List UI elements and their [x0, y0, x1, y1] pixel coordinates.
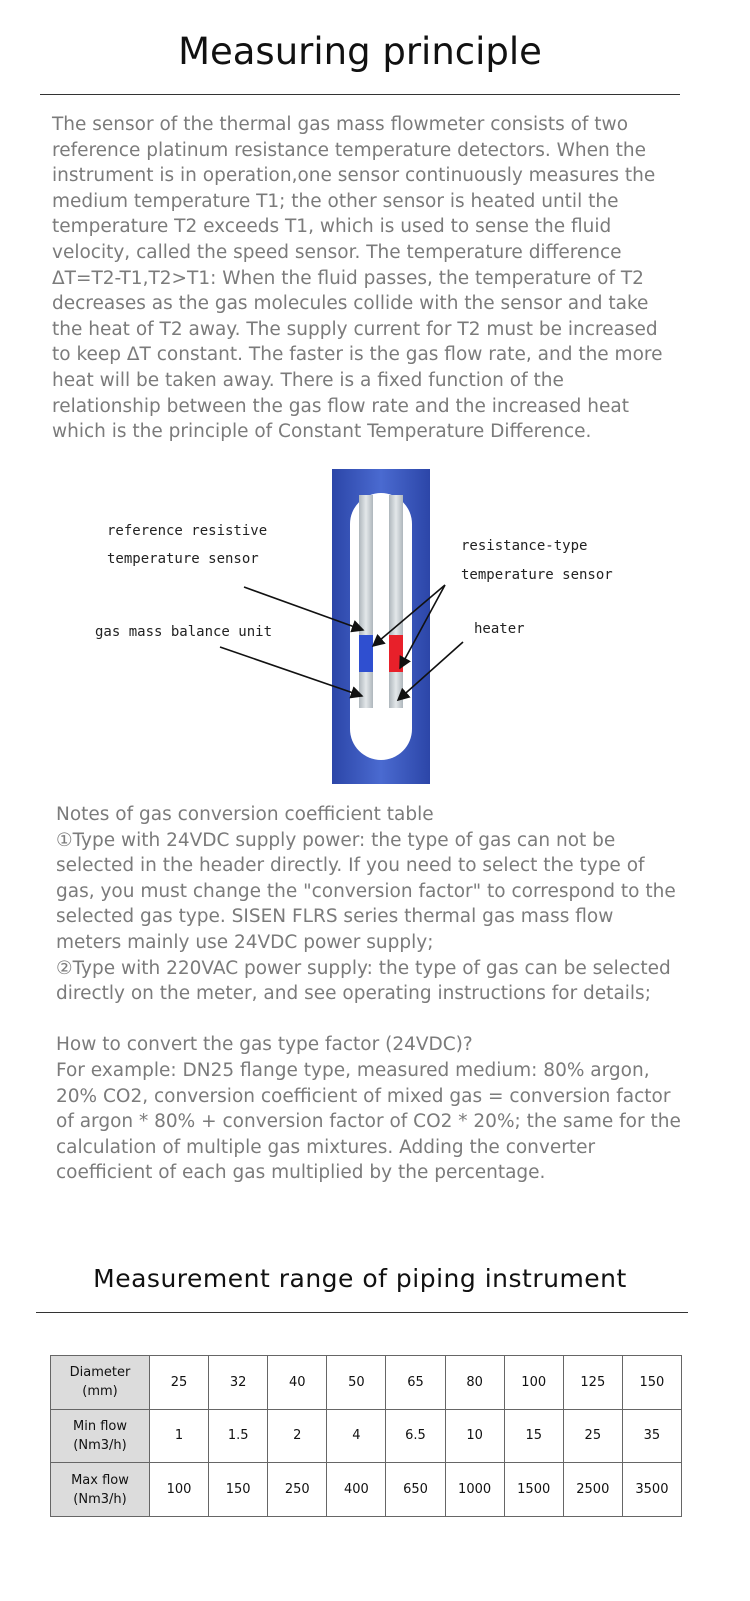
table-cell: 3500	[622, 1463, 681, 1517]
label-balance-unit: gas mass balance unit	[95, 624, 273, 640]
table-cell: 32	[209, 1356, 268, 1410]
row-header-unit: (Nm3/h)	[73, 1491, 127, 1507]
label-resistance-line1: resistance-type	[461, 538, 588, 554]
label-resistance-line2: temperature sensor	[461, 567, 613, 583]
page-title: Measuring principle	[178, 30, 542, 73]
notes-spacer	[56, 1007, 681, 1033]
notes-item-220vac: ②Type with 220VAC power supply: the type of gas can be selected directly on the meter, and see operating instructions for details;	[56, 957, 671, 1005]
table-cell: 25	[563, 1409, 622, 1463]
row-header	[51, 1463, 150, 1517]
conversion-notes	[56, 802, 681, 1186]
convert-heading: How to convert the gas type factor (24VDC)?	[56, 1034, 473, 1056]
row-header	[51, 1356, 150, 1410]
table-cell: 10	[445, 1409, 504, 1463]
table-cell: 40	[268, 1356, 327, 1410]
table-cell: 150	[622, 1356, 681, 1410]
row-header-label: Diameter	[69, 1365, 131, 1381]
table-cell: 50	[327, 1356, 386, 1410]
row-header-label: Min flow	[73, 1418, 127, 1434]
reference-element	[359, 635, 373, 672]
row-header-label: Max flow	[71, 1472, 129, 1488]
range-title: Measurement range of piping instrument	[93, 1264, 627, 1293]
table-cell: 80	[445, 1356, 504, 1410]
notes-heading: Notes of gas conversion coefficient table	[56, 804, 434, 825]
table-cell: 1.5	[209, 1409, 268, 1463]
table-cell: 400	[327, 1463, 386, 1517]
reference-sensor-tube	[359, 495, 373, 708]
table-cell: 125	[563, 1356, 622, 1410]
table-cell: 100	[504, 1356, 563, 1410]
convert-body: For example: DN25 flange type, measured medium: 80% argon, 20% CO2, conversion coefficient of mixed gas = conversion factor of argon * 80% + conversion factor of CO2 * 20%; the same for the calculation of multiple gas mixtures. Adding the converter coefficient of each gas multiplied by the percentage.	[56, 1059, 681, 1184]
label-heater: heater	[474, 621, 525, 637]
title-divider	[40, 94, 680, 95]
table-cell: 2500	[563, 1463, 622, 1517]
row-header-unit: (mm)	[82, 1384, 118, 1400]
label-reference-line1: reference resistive	[107, 523, 268, 539]
range-table	[50, 1355, 682, 1517]
table-cell: 150	[209, 1463, 268, 1517]
table-cell: 35	[622, 1409, 681, 1463]
table-cell: 100	[150, 1463, 209, 1517]
row-header-unit: (Nm3/h)	[73, 1437, 127, 1453]
table-cell: 15	[504, 1409, 563, 1463]
table-cell: 6.5	[386, 1409, 445, 1463]
table-cell: 1	[150, 1409, 209, 1463]
table-cell: 250	[268, 1463, 327, 1517]
table-cell: 1000	[445, 1463, 504, 1517]
table-cell: 1500	[504, 1463, 563, 1517]
table-cell: 25	[150, 1356, 209, 1410]
table-cell: 4	[327, 1409, 386, 1463]
table-cell: 2	[268, 1409, 327, 1463]
row-header	[51, 1409, 150, 1463]
range-divider	[36, 1312, 688, 1313]
table-cell: 65	[386, 1356, 445, 1410]
principle-paragraph: The sensor of the thermal gas mass flowmeter consists of two reference platinum resistance temperature detectors. When the instrument is in operation,one sensor continuously measures the medium temperature T1; the other sensor is heated until the temperature T2 exceeds T1, which is used to sense the fluid velocity, called the speed sensor. The temperature difference ΔT=T2-T1,T2>T1: When the fluid passes, the temperature of T2 decreases as the gas molecules collide with the sensor and take the heat of T2 away. The supply current for T2 must be increased to keep ΔT constant. The faster is the gas flow rate, and the more heat will be taken away. There is a fixed function of the relationship between the gas flow rate and the increased heat which is the principle of Constant Temperature Difference.	[52, 114, 663, 443]
label-reference-line2: temperature sensor	[107, 551, 259, 567]
table-row	[51, 1409, 682, 1463]
table-row	[51, 1463, 682, 1517]
sensor-diagram	[0, 460, 750, 790]
heated-sensor-tube	[389, 495, 403, 708]
table-cell: 650	[386, 1463, 445, 1517]
notes-item-24vdc: ①Type with 24VDC supply power: the type of gas can not be selected in the header directly. If you need to select the type of gas, you must change the "conversion factor" to correspond to the selected gas type. SISEN FLRS series thermal gas mass flow meters mainly use 24VDC power supply;	[56, 829, 676, 953]
table-row	[51, 1356, 682, 1410]
